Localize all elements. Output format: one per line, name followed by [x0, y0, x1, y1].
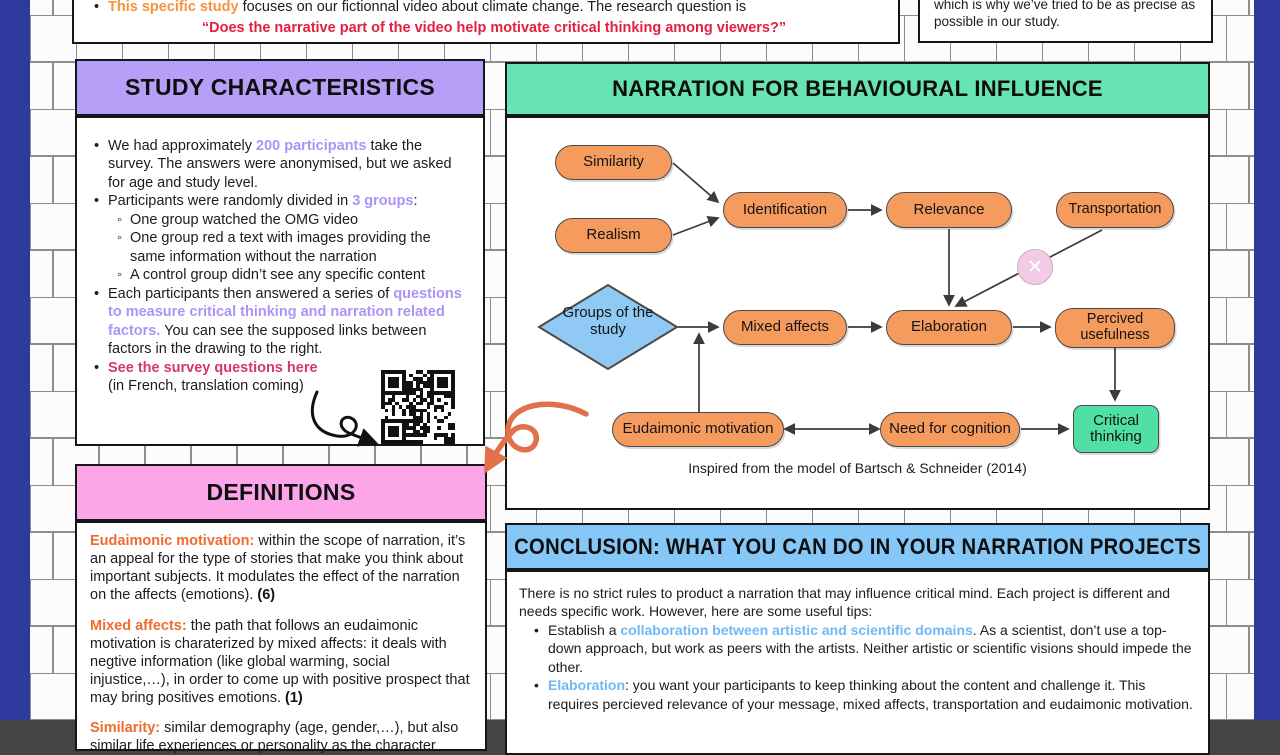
influence-diagram-panel	[505, 116, 1210, 510]
list-item: ◦ One group red a text with images providing the same information without the narration	[115, 229, 469, 266]
precision-note-card	[918, 0, 1213, 43]
node-critical-thinking: Critical thinking	[1073, 405, 1159, 453]
node-eudaimonic-motivation: Eudaimonic motivation	[612, 412, 784, 447]
right-border-bar	[1254, 0, 1280, 720]
list-item: ◦ One group watched the OMG video	[115, 211, 469, 229]
precision-note-text: which is why we’ve tried to be as precise as possible in our study.	[934, 0, 1196, 30]
node-perceived-usefulness: Percived usefulness	[1055, 308, 1175, 348]
list-item: • We had approximately 200 participants take the survey. The answers were anonymised, but we asked for age and study level.	[93, 137, 469, 192]
narration-influence-title: NARRATION FOR BEHAVIOURAL INFLUENCE	[612, 76, 1103, 101]
node-elaboration: Elaboration	[886, 310, 1012, 345]
list-item: ◦ A control group didn’t see any specific content	[115, 266, 469, 284]
study-characteristics-header	[75, 59, 485, 116]
node-similarity: Similarity	[555, 145, 672, 180]
study-characteristics-title: STUDY CHARACTERISTICS	[124, 74, 435, 100]
conclusion-header	[505, 523, 1210, 570]
node-need-for-cognition: Need for cognition	[880, 412, 1020, 447]
intro-card	[72, 0, 900, 44]
spiral-arrow-icon	[476, 396, 594, 480]
research-question: “Does the narrative part of the video help motivate critical thinking among viewers?”	[201, 19, 787, 36]
diagram-caption: Inspired from the model of Bartsch & Schneider (2014)	[688, 460, 1027, 476]
conclusion-tip: • Elaboration: you want your participants to keep thinking about the content and challenge it. This requires percieved relevance of your message, mixed affects, transportation and eudaimonic motivation.	[533, 676, 1198, 713]
definitions-title: DEFINITIONS	[206, 479, 356, 505]
survey-questions-link[interactable]: • See the survey questions here	[93, 359, 469, 377]
node-mixed-affects: Mixed affects	[723, 310, 847, 345]
list-item: • Each participants then answered a series of questions to measure critical thinking and narration related factors. You can see the supposed links between factors in the drawing to the right.	[93, 285, 469, 359]
node-relevance: Relevance	[886, 192, 1012, 228]
list-item: • Participants were randomly divided in 3 groups:	[93, 192, 469, 210]
conclusion-body	[505, 570, 1210, 755]
curly-arrow-to-qr-icon	[305, 388, 401, 454]
conclusion-tip: • Establish a collaboration between artistic and scientific domains. As a scientist, don’t use a top-down approach, but work as peers with the artists. Neither artistic or scientific visions should impede the other.	[533, 621, 1198, 676]
study-characteristics-body	[75, 116, 485, 446]
conclusion-title: CONCLUSION: WHAT YOU CAN DO IN YOUR NARRATION PROJECTS	[514, 533, 1201, 559]
definition-mixed-affects: Mixed affects: the path that follows an eudaimonic motivation is charaterized by mixed affects: it deals with negtive information (like global warming, social injustice,…), in order to come up with positive prospect that may bring positives emotions. (1)	[90, 617, 470, 706]
node-transportation: Transportation	[1056, 192, 1174, 228]
arrow-similarity-identification	[673, 163, 718, 202]
survey-questions-note: (in French, translation coming)	[108, 378, 304, 395]
blocked-link-x-icon: ✕	[1017, 249, 1053, 285]
node-realism: Realism	[555, 218, 672, 253]
definition-similarity: Similarity: similar demography (age, gender,…), but also similar life experiences or personality as the character	[90, 720, 459, 755]
arrow-realism-identification	[673, 218, 718, 235]
definition-eudaimonic: Eudaimonic motivation: within the scope of narration, it’s an appeal for the type of stories that make you think about important subjects. It modulates the effect of the narration on the affects (emotions). (6)	[90, 533, 466, 604]
narration-influence-header	[505, 62, 1210, 116]
definitions-body	[75, 521, 487, 755]
conclusion-intro: There is no strict rules to product a narration that may influence critical mind. Each project is different and needs specific work. However, here are some useful tips:	[519, 585, 1171, 620]
left-border-bar	[0, 0, 30, 720]
node-identification: Identification	[723, 192, 847, 228]
intro-bullet: • This specific study focuses on our fictionnal video about climate change. The research question is	[108, 0, 880, 17]
node-groups-of-study-label: Groups of the study	[562, 304, 654, 339]
definitions-header	[75, 464, 487, 521]
